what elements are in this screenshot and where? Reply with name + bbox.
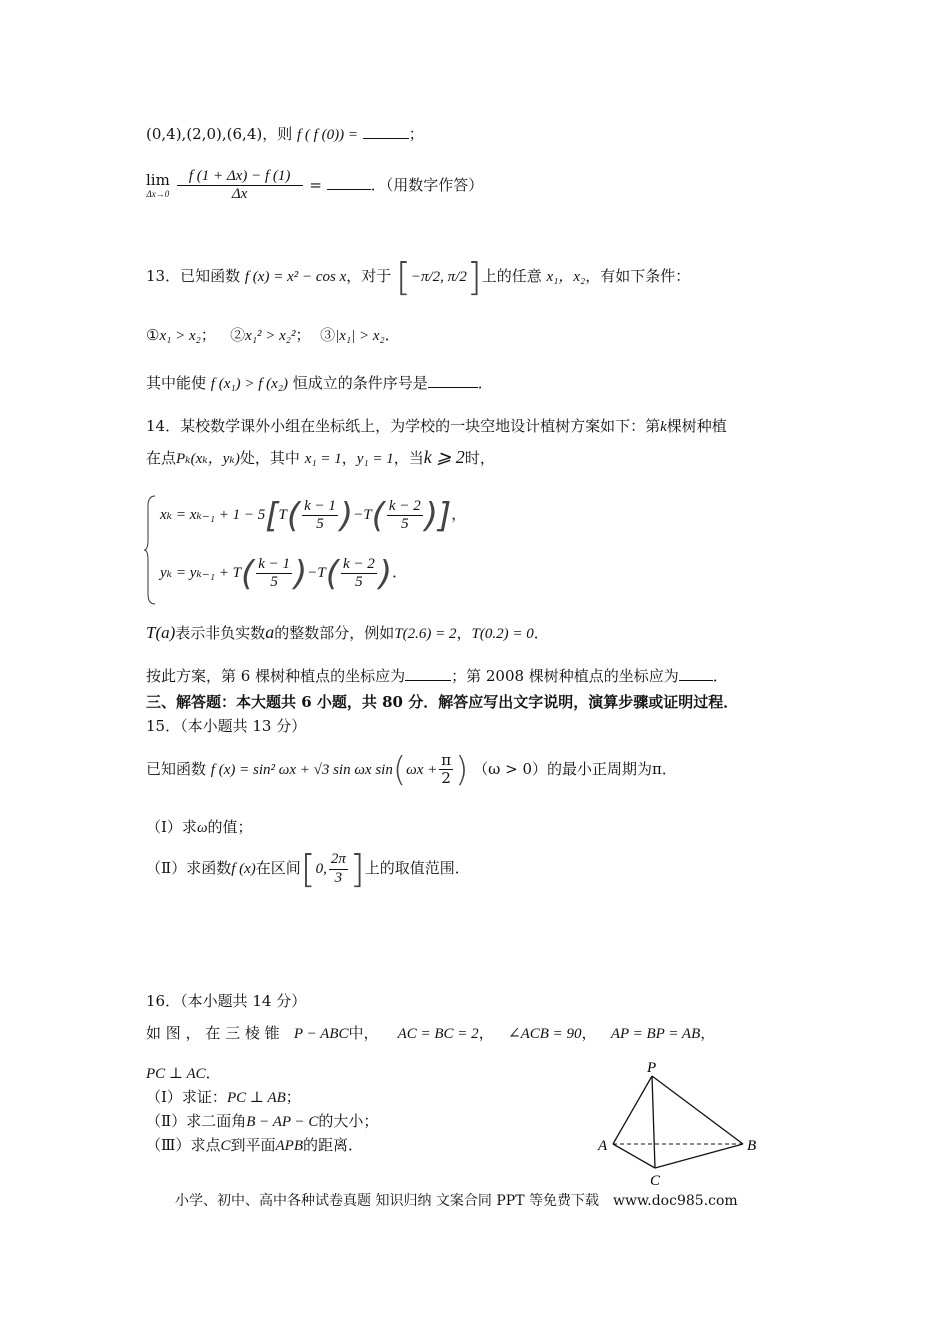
pi: π: [441, 751, 452, 769]
q13-text3: 上的任意: [481, 267, 542, 285]
q12-semi: ；: [408, 125, 424, 143]
ask-b: ；第 2008 棵树种植点的坐标应为: [451, 667, 679, 685]
q13-interval: −π/2, π/2: [410, 269, 467, 285]
cond-2: ∠ACB = 90: [508, 1026, 582, 1042]
q13-func: f (x) = x² − cos x: [244, 269, 347, 285]
k-minus-1: k − 1: [256, 556, 292, 574]
comma: ，: [451, 507, 467, 524]
edge-BC: [655, 1144, 743, 1168]
q16-p2b: 的大小；: [318, 1112, 379, 1130]
lim-eq: =: [309, 175, 322, 194]
q15-p1: （Ⅰ）求: [146, 818, 197, 836]
q14-k: k: [660, 419, 667, 435]
q14-eq1: xₖ = xₖ₋₁ + 1 − 5[T( $\frac{k - 1}{5}$ )−T( $\frac{k - 2}{5}$ )]，: [160, 495, 467, 536]
lim-denominator: Δx: [231, 186, 248, 203]
q14-definition: T(a)表示非负实数a的整数部分，例如T(2.6) = 2，T(0.2) = 0．: [146, 622, 549, 642]
five: 5: [401, 516, 409, 533]
cond-1: AC = BC = 2: [397, 1026, 479, 1042]
eq1-left: xₖ = xₖ₋₁ + 1 − 5: [160, 507, 266, 524]
label-P: P: [647, 1060, 657, 1076]
condition-1: x₁ > x₂: [159, 328, 201, 344]
q12-points: (0,4),(2,0),(6,4): [146, 125, 263, 143]
q15-head: 15．（本小题共 13 分）: [146, 717, 307, 735]
q14-when: ，当: [393, 449, 424, 467]
q14-time: 时，: [464, 449, 495, 467]
cond-3: AP = BP = AB: [610, 1026, 701, 1042]
def-c: 的整数部分，例如: [274, 624, 395, 642]
q14-y1: y₁ = 1: [356, 451, 394, 467]
k-minus-1: k − 1: [302, 498, 338, 516]
interval-num: 2π: [329, 851, 348, 869]
q14-pk: Pₖ(xₖ，yₖ): [176, 451, 240, 467]
plane-apb: APB: [275, 1138, 303, 1154]
q16-p3d: 的距离．: [303, 1136, 364, 1154]
omega: ω: [196, 820, 208, 836]
fx: f (x): [231, 861, 256, 877]
def-b: 表示非负实数: [175, 624, 266, 642]
two: 2: [441, 769, 451, 788]
q15-p2: （Ⅱ）求函数: [146, 859, 232, 877]
ask-a: 按此方案，第 6 棵树种植点的坐标应为: [146, 667, 406, 685]
T-fn: T: [363, 507, 372, 524]
T-fn: T: [317, 565, 326, 582]
q14-line2: 在点Pₖ(xₖ，yₖ)处，其中 x₁ = 1，y₁ = 1，当k ⩾ 2时，: [146, 447, 495, 467]
k-minus-2: k − 2: [387, 498, 423, 516]
eq2-left: yₖ = yₖ₋₁ + T: [160, 565, 241, 582]
q13-q-a: 其中能使: [146, 374, 207, 392]
interval-den: 3: [334, 869, 343, 886]
minus: −: [307, 565, 318, 582]
q14-l2b: 处，其中: [239, 449, 300, 467]
interval-start: 0,: [315, 861, 327, 877]
answer-blank: [405, 665, 451, 681]
q15-cond: （ω > 0）的最小正周期为: [473, 759, 653, 778]
q13-statement: 13．已知函数 f (x) = x² − cos x，对于 [−π/2, π/2]上的任意 x₁，x₂，有如下条件：: [146, 255, 691, 299]
q15-part1: [146, 818, 253, 837]
q16-cond4: PC ⊥ AC．: [146, 1064, 221, 1082]
edge-PA: [613, 1076, 652, 1144]
label-B: B: [747, 1138, 757, 1154]
c3-mark: ③: [320, 326, 336, 344]
lim-sub: Δx→0: [146, 189, 170, 200]
q13-q-expr: f (x₁) > f (x₂): [210, 376, 288, 392]
q13-q-b: 恒成立的条件序号是: [292, 374, 428, 392]
lim-numerator: f (1 + Δx) − f (1): [177, 168, 303, 186]
q13-text4: ，有如下条件：: [585, 267, 691, 285]
q15-intro: 已知函数: [146, 759, 207, 778]
q15-p2b: 在区间: [255, 859, 301, 877]
pyramid: P − ABC: [293, 1026, 349, 1042]
condition-2: x₁² > x₂²: [245, 328, 296, 344]
q15-part2: （Ⅱ）求函数f (x)在区间[0, $\frac{2\pi}{3}$ ]上的取值范围．: [146, 847, 470, 891]
q16-part1: （Ⅰ）求证：PC ⊥ AB；: [146, 1088, 301, 1106]
q13-vars: x₁，x₂: [546, 269, 586, 285]
q16-p1e: PC ⊥ AB: [226, 1090, 286, 1106]
q14-line1: [146, 417, 727, 436]
q14-kcond: k ⩾ 2: [423, 447, 465, 467]
system-brace: [143, 494, 157, 606]
q16-p1: （Ⅰ）求证：: [146, 1088, 227, 1106]
q16-head: 16．（本小题共 14 分）: [146, 992, 307, 1010]
q16-part2: [146, 1112, 378, 1131]
q14-l2a: 在点: [146, 449, 177, 467]
q14-x1: x₁ = 1: [304, 451, 342, 467]
k-minus-2: k − 2: [341, 556, 377, 574]
def-Ta: T(a): [146, 623, 176, 642]
q13-text2: ，对于: [346, 267, 392, 285]
edge-PC: [652, 1076, 655, 1168]
q16-part3: [146, 1136, 363, 1155]
def-var: a: [265, 622, 275, 642]
q12-then: ，则: [262, 125, 293, 143]
five: 5: [316, 516, 324, 533]
edge-AC: [613, 1144, 655, 1168]
q15-period: π: [652, 759, 662, 778]
answer-blank: [363, 123, 409, 139]
q12-limit: [146, 168, 483, 204]
q12-expr: f ( f (0)) =: [297, 127, 358, 143]
five: 5: [355, 574, 363, 591]
q15-p1b: 的值；: [207, 818, 253, 836]
q13-conditions: ①x₁ > x₂； ②x₁² > x₂²； ③|x₁| > x₂．: [146, 326, 400, 344]
c2-mark: ②: [230, 326, 246, 344]
pyramid-diagram: [595, 1058, 775, 1188]
period: ．: [392, 565, 408, 582]
footer-line: 小学、初中、高中各种试卷真题 知识归纳 文案合同 PPT 等免费下载 www.doc985.com: [175, 1193, 738, 1209]
q14-ask: 按此方案，第 6 棵树种植点的坐标应为 ；第 2008 棵树种植点的坐标应为 ．: [146, 667, 728, 685]
q16-p2: （Ⅱ）求二面角: [146, 1112, 247, 1130]
q16-statement: 如 图 ， 在 三 棱 锥 P − ABC中， AC = BC = 2， ∠ACB = 90， AP = BP = AB，: [146, 1024, 716, 1042]
q16-p2e: B − AP − C: [246, 1114, 319, 1130]
q13-num: 13．已知函数: [146, 267, 241, 285]
cond-4: PC ⊥ AC: [146, 1066, 206, 1082]
q14-l1b: 棵树种植: [666, 417, 727, 435]
q12-note: ．（用数字作答）: [370, 175, 484, 194]
example-1: T(2.6) = 2: [394, 626, 457, 642]
q15-func: f (x) = sin² ωx + √3 sin ωx sin: [210, 761, 393, 778]
q12-first-line: [146, 123, 424, 144]
edge-PB: [652, 1076, 743, 1144]
label-C: C: [650, 1173, 661, 1188]
q16-p3: （Ⅲ）求点: [146, 1136, 221, 1154]
q15-statement: 已知函数 f (x) = sin² ωx + √3 sin ωx sin(ωx + $\frac{\pi}{2}$ ) （ω > 0）的最小正周期为π．: [146, 749, 677, 790]
label-A: A: [598, 1138, 608, 1154]
example-2: T(0.2) = 0: [471, 626, 534, 642]
lim-label: lim: [146, 171, 170, 190]
q16-mid: 中，: [348, 1024, 379, 1042]
point-c: C: [220, 1138, 231, 1154]
five: 5: [270, 574, 278, 591]
q15-p2c: 上的取值范围．: [364, 859, 470, 877]
T-fn: T: [278, 507, 287, 524]
section-3-heading: 三、解答题：本大题共 6 小题，共 80 分．解答应写出文字说明，演算步骤或证明过程．: [146, 693, 739, 711]
q14-l1: 14．某校数学课外小组在坐标纸上，为学校的一块空地设计植树方案如下：第: [146, 417, 661, 435]
q14-eq2: yₖ = yₖ₋₁ + T( $\frac{k - 1}{5}$ )−T( $\frac{k - 2}{5}$ )．: [160, 553, 408, 594]
q15-inner: ωx +: [406, 761, 438, 778]
condition-3: |x₁| > x₂: [335, 328, 385, 344]
q13-question: [146, 372, 493, 393]
answer-blank: [327, 174, 371, 190]
answer-blank: [679, 665, 713, 681]
q16-p3b: 到平面: [230, 1136, 276, 1154]
c1-mark: ①: [146, 326, 160, 344]
q13-end: ．: [477, 374, 493, 392]
answer-blank: [428, 372, 478, 388]
minus: −: [353, 507, 364, 524]
q16-intro: 如 图 ， 在 三 棱 锥: [146, 1024, 280, 1042]
